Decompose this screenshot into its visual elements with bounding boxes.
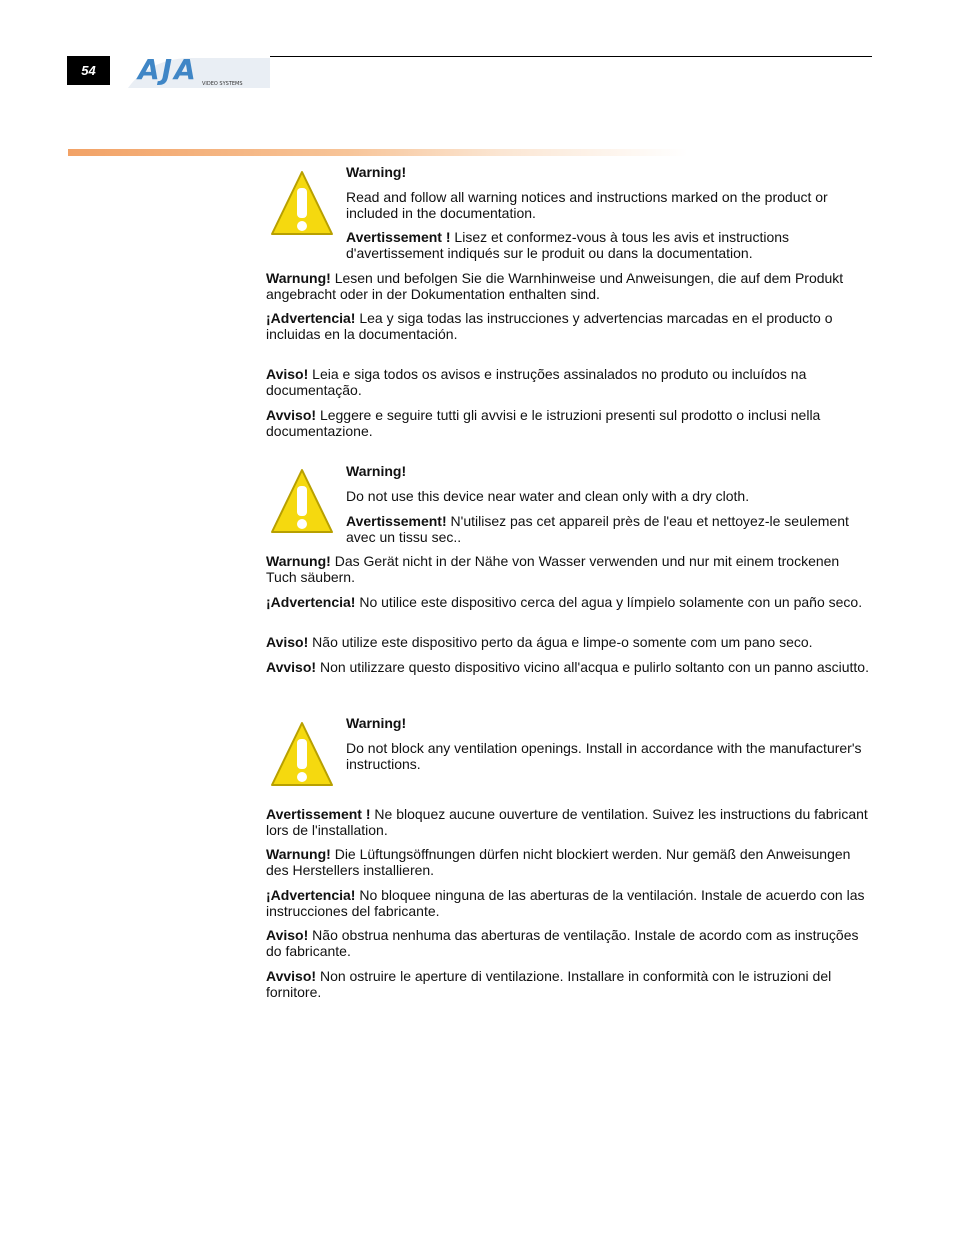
warning-triangle-icon [268,168,336,240]
section-divider [68,149,688,156]
page-number: 54 [67,56,110,85]
warning-3-fr: Avertissement ! Ne bloquez aucune ouverture de ventilation. Suivez les instructions du fabricant lors de l'installation. [266,806,868,838]
header-rule [270,56,872,57]
warning-3-it: Avviso! Non ostruire le aperture di ventilazione. Installare in conformità con le istruzioni del fornitore. [266,968,832,1000]
warning-1-title: Warning! [346,164,407,180]
warning-triangle-icon [268,719,336,791]
warning-2-fr: Avertissement! N'utilisez pas cet appareil près de l'eau et nettoyez-le seulement avec un tissu sec.. [346,513,849,545]
logo-text: AJA [138,53,198,86]
warning-2-it: Avviso! Non utilizzare questo dispositivo vicino all'acqua e pulirlo soltanto con un panno asciutto. [266,659,869,675]
warning-1-pt: Aviso! Leia e siga todos os avisos e instruções assinalados no produto ou incluídos na documentação. [266,366,807,398]
warning-3-es: ¡Advertencia! No bloquee ninguna de las aberturas de la ventilación. Instale de acuerdo con las instrucciones del fabricante. [266,887,865,919]
warning-3-title: Warning! [346,715,407,731]
warning-3-pt: Aviso! Não obstrua nenhuma das aberturas de ventilação. Instale de acordo com as instruções do fabricante. [266,927,859,959]
logo-subtext: VIDEO SYSTEMS [202,81,243,87]
warning-1-english: Read and follow all warning notices and instructions marked on the product or included in the documentation. [346,189,828,221]
warning-2-pt: Aviso! Não utilize este dispositivo perto da água e limpe-o somente com um pano seco. [266,634,813,650]
warning-3-english: Do not block any ventilation openings. Install in accordance with the manufacturer's instructions. [346,740,862,772]
warning-1-it: Avviso! Leggere e seguire tutti gli avvisi e le istruzioni presenti sul prodotto o inclusi nella documentazione. [266,407,821,439]
warning-1-de: Warnung! Lesen und befolgen Sie die Warnhinweise und Anweisungen, die auf dem Produkt angebracht oder in der Dokumentation enthalten sind. [266,270,844,302]
warning-2-english: Do not use this device near water and clean only with a dry cloth. [346,488,750,504]
aja-logo [128,52,270,88]
warning-3-de: Warnung! Die Lüftungsöffnungen dürfen nicht blockiert werden. Nur gemäß den Anweisungen des Herstellers installieren. [266,846,851,878]
warning-1-fr: Avertissement ! Lisez et conformez-vous à tous les avis et instructions d'avertissement indiqués sur le produit ou dans la documentation. [346,229,790,261]
warning-2-title: Warning! [346,463,407,479]
warning-2-es: ¡Advertencia! No utilice este dispositivo cerca del agua y límpielo solamente con un paño seco. [266,594,863,610]
warning-1-es: ¡Advertencia! Lea y siga todas las instrucciones y advertencias marcadas en el producto o incluidas en la documentación. [266,310,833,342]
warning-2-de: Warnung! Das Gerät nicht in der Nähe von Wasser verwenden und nur mit einem trockenen Tuch säubern. [266,553,840,585]
warning-triangle-icon [268,466,336,538]
